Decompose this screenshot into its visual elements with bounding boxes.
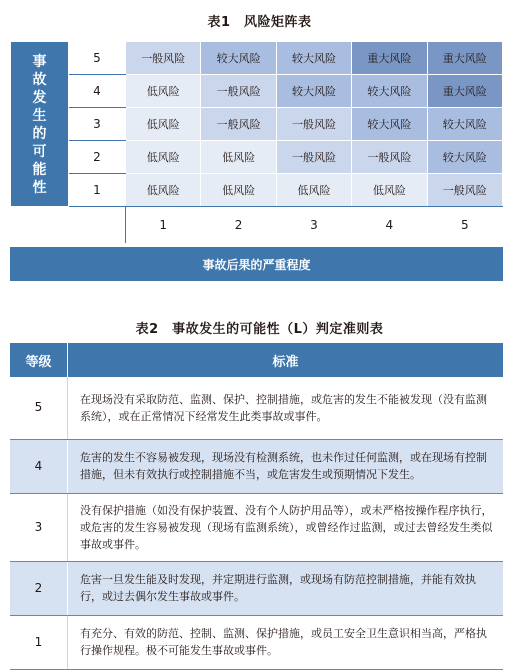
axis-char: 能: [32, 162, 47, 178]
risk-cell: 较大风险: [352, 108, 427, 141]
risk-cell: 较大风险: [427, 141, 502, 174]
level-column-header: 等级: [10, 343, 68, 377]
severity-axis-label: 事故后果的严重程度: [10, 247, 503, 281]
severity-level: 5: [427, 207, 502, 244]
matrix-row-4: [11, 75, 503, 108]
criteria-text: 有充分、有效的防范、控制、监测、保护措施，或员工安全卫生意识相当高，严格执行操作规程。极不可能发生事故或事件。: [68, 615, 504, 669]
risk-matrix-table: [10, 41, 503, 244]
criteria-row: [10, 439, 503, 493]
risk-cell: 重大风险: [352, 42, 427, 75]
criteria-row: [10, 493, 503, 561]
criteria-text: 没有保护措施（如没有保护装置、没有个人防护用品等），或未严格按操作程序执行，或危害的发生容易被发现（现场有监测系统），或曾经作过监测，或过去曾经发生类似事故或事件。: [68, 493, 504, 561]
blank-cell: [11, 207, 69, 244]
axis-char: 故: [32, 72, 47, 88]
risk-cell: 低风险: [276, 174, 351, 207]
criteria-header-row: [10, 343, 503, 377]
criteria-text: 在现场没有采取防范、监测、保护、控制措施，或危害的发生不能被发现（没有监测系统），或在正常情况下经常发生此类事故或事件。: [68, 377, 504, 439]
likelihood-level: 2: [69, 141, 126, 174]
axis-char: 发: [32, 90, 47, 106]
matrix-row-2: [11, 141, 503, 174]
severity-level: 1: [126, 207, 201, 244]
criteria-level: 1: [10, 615, 68, 669]
criteria-row: [10, 615, 503, 669]
criteria-row: [10, 561, 503, 615]
axis-char: 事: [32, 54, 47, 70]
axis-char: 生: [32, 108, 47, 124]
risk-cell: 低风险: [201, 174, 276, 207]
risk-cell: 低风险: [126, 141, 201, 174]
matrix-row-5: [11, 42, 503, 75]
matrix-row-3: [11, 108, 503, 141]
criteria-column-header: 标准: [68, 343, 504, 377]
likelihood-level: 4: [69, 75, 126, 108]
risk-cell: 一般风险: [427, 174, 502, 207]
criteria-row: [10, 377, 503, 439]
severity-level: 2: [201, 207, 276, 244]
risk-cell: 一般风险: [126, 42, 201, 75]
severity-level: 3: [276, 207, 351, 244]
axis-char: 可: [32, 144, 47, 160]
criteria-level: 2: [10, 561, 68, 615]
criteria-text: 危害一旦发生能及时发现，并定期进行监测，或现场有防范控制措施，并能有效执行，或过去偶尔发生事故或事件。: [68, 561, 504, 615]
severity-level: 4: [352, 207, 427, 244]
criteria-level: 4: [10, 439, 68, 493]
risk-cell: 较大风险: [276, 75, 351, 108]
axis-char: 的: [32, 126, 47, 142]
risk-cell: 重大风险: [427, 75, 502, 108]
risk-cell: 一般风险: [201, 75, 276, 108]
risk-cell: 较大风险: [201, 42, 276, 75]
matrix-row-1: [11, 174, 503, 207]
risk-cell: 低风险: [126, 75, 201, 108]
risk-cell: 低风险: [201, 141, 276, 174]
table2-title: 表2 事故发生的可能性（L）判定准则表: [135, 322, 384, 337]
criteria-level: 3: [10, 493, 68, 561]
risk-cell: 一般风险: [352, 141, 427, 174]
likelihood-criteria-table: [10, 343, 503, 670]
risk-cell: 一般风险: [276, 108, 351, 141]
criteria-level: 5: [10, 377, 68, 439]
likelihood-level: 1: [69, 174, 126, 207]
likelihood-level: 3: [69, 108, 126, 141]
likelihood-level: 5: [69, 42, 126, 75]
risk-cell: 一般风险: [276, 141, 351, 174]
table1-title: 表1 风险矩阵表: [207, 15, 312, 30]
risk-cell: 低风险: [126, 174, 201, 207]
risk-cell: 低风险: [352, 174, 427, 207]
blank-cell: [69, 207, 126, 244]
risk-cell: 较大风险: [352, 75, 427, 108]
severity-level-row: [11, 207, 503, 244]
likelihood-axis-label: [11, 42, 69, 207]
risk-cell: 低风险: [126, 108, 201, 141]
risk-cell: 较大风险: [276, 42, 351, 75]
axis-char: 性: [32, 180, 47, 196]
criteria-text: 危害的发生不容易被发现，现场没有检测系统，也未作过任何监测，或在现场有控制措施，但未有效执行或控制措施不当，或危害发生或预期情况下发生。: [68, 439, 504, 493]
risk-cell: 重大风险: [427, 42, 502, 75]
risk-cell: 一般风险: [201, 108, 276, 141]
risk-cell: 较大风险: [427, 108, 502, 141]
